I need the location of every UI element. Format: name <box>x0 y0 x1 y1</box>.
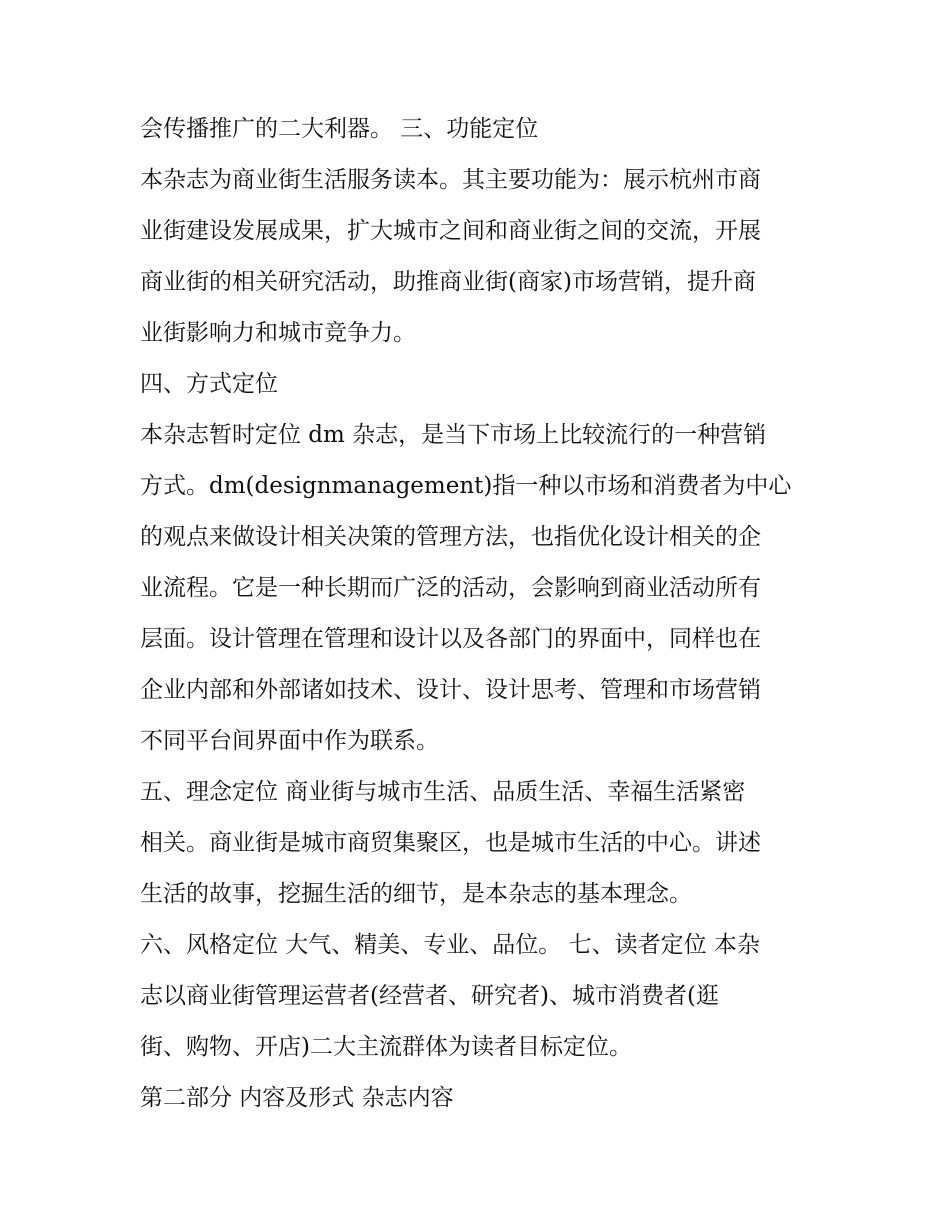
text-line: 六、风格定位 大气、精美、专业、品位。 七、读者定位 本杂 <box>140 932 760 958</box>
text-line: 的观点来做设计相关决策的管理方法，也指优化设计相关的企 <box>140 524 761 550</box>
text-line: 本杂志为商业街生活服务读本。其主要功能为：展示杭州市商 <box>140 167 761 193</box>
section-heading: 四、方式定位 <box>140 371 278 397</box>
text-line: 相关。商业街是城市商贸集聚区，也是城市生活的中心。讲述 <box>140 830 761 856</box>
text-line: 层面。设计管理在管理和设计以及各部门的界面中，同样也在 <box>140 626 761 652</box>
text-line: 方式。dm(designmanagement)指一种以市场和消费者为中心 <box>140 473 792 499</box>
text-line: 企业内部和外部诸如技术、设计、设计思考、管理和市场营销 <box>140 677 761 703</box>
text-line: 会传播推广的二大利器。 三、功能定位 <box>140 116 539 142</box>
text-line: 不同平台间界面中作为联系。 <box>140 728 439 754</box>
text-line: 商业街的相关研究活动，助推商业街(商家)市场营销，提升商 <box>140 269 756 295</box>
text-line: 街、购物、开店)二大主流群体为读者目标定位。 <box>140 1034 632 1060</box>
text-line: 业街影响力和城市竞争力。 <box>140 320 416 346</box>
text-line: 志以商业街管理运营者(经营者、研究者)、城市消费者(逛 <box>140 983 719 1009</box>
text-line: 五、理念定位 商业街与城市生活、品质生活、幸福生活紧密 <box>140 779 746 805</box>
text-line: 业流程。它是一种长期而广泛的活动，会影响到商业活动所有 <box>140 575 761 601</box>
text-line: 业街建设发展成果，扩大城市之间和商业街之间的交流，开展 <box>140 218 761 244</box>
section-heading: 第二部分 内容及形式 杂志内容 <box>140 1085 454 1111</box>
text-line: 生活的故事，挖掘生活的细节，是本杂志的基本理念。 <box>140 881 692 907</box>
text-line: 本杂志暂时定位 dm 杂志，是当下市场上比较流行的一种营销 <box>140 422 767 448</box>
